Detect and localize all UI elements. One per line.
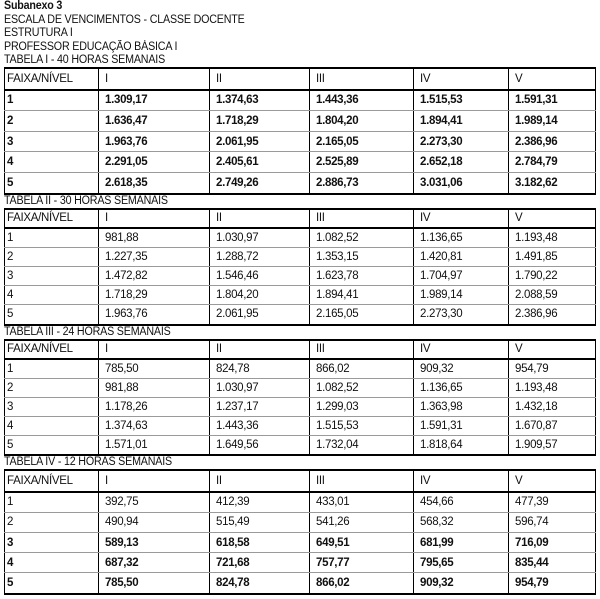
value-cell: 1.432,18 xyxy=(509,397,596,416)
table-row xyxy=(5,131,596,152)
value-cell: 2.652,18 xyxy=(414,152,509,173)
column-header: IV xyxy=(414,470,509,491)
value-cell: 1.732,04 xyxy=(310,436,414,456)
value-cell: 1.670,87 xyxy=(509,417,596,436)
salary-table-section xyxy=(4,195,596,326)
value-cell: 1.989,14 xyxy=(509,111,596,132)
table-row xyxy=(5,247,596,266)
column-header: II xyxy=(210,209,310,228)
column-header: III xyxy=(310,340,414,359)
value-cell: 2.386,96 xyxy=(509,131,596,152)
value-cell: 1.546,46 xyxy=(210,266,310,285)
column-header: II xyxy=(210,470,310,491)
value-cell: 824,78 xyxy=(210,573,310,594)
value-cell: 909,32 xyxy=(414,359,509,379)
level-cell: 2 xyxy=(5,378,99,397)
column-header: I xyxy=(99,340,210,359)
table-row xyxy=(5,553,596,573)
value-cell: 2.386,96 xyxy=(509,305,596,325)
value-cell: 824,78 xyxy=(210,359,310,379)
column-header: V xyxy=(509,340,596,359)
table-title: TABELA II - 30 HORAS SEMANAIS xyxy=(4,194,168,207)
level-cell: 1 xyxy=(5,228,99,248)
value-cell: 490,94 xyxy=(99,512,210,532)
table-row xyxy=(5,512,596,532)
value-cell: 757,77 xyxy=(310,553,414,573)
value-cell: 454,66 xyxy=(414,492,509,513)
column-header: I xyxy=(99,68,210,90)
value-cell: 981,88 xyxy=(99,378,210,397)
value-cell: 2.886,73 xyxy=(310,172,414,193)
value-cell: 1.804,20 xyxy=(310,111,414,132)
value-cell: 515,49 xyxy=(210,512,310,532)
level-cell: 5 xyxy=(5,573,99,594)
level-cell: 2 xyxy=(5,512,99,532)
value-cell: 1.353,15 xyxy=(310,247,414,266)
value-cell: 785,50 xyxy=(99,573,210,594)
value-cell: 1.374,63 xyxy=(210,90,310,111)
annex-title: Subanexo 3 xyxy=(4,0,63,12)
salary-table-section xyxy=(4,54,596,195)
value-cell: 1.649,56 xyxy=(210,436,310,456)
value-cell: 681,99 xyxy=(414,533,509,553)
salary-table xyxy=(4,208,596,326)
column-header: FAIXA/NÍVEL xyxy=(5,340,99,359)
table-header-row xyxy=(5,470,596,491)
table-title: TABELA III - 24 HORAS SEMANAIS xyxy=(4,325,171,338)
structure-title: ESTRUTURA I xyxy=(4,27,73,39)
table-row xyxy=(5,378,596,397)
level-cell: 3 xyxy=(5,266,99,285)
level-cell: 1 xyxy=(5,492,99,513)
level-cell: 4 xyxy=(5,286,99,305)
level-cell: 4 xyxy=(5,417,99,436)
table-title: TABELA I - 40 HORAS SEMANAIS xyxy=(4,54,166,66)
value-cell: 1.363,98 xyxy=(414,397,509,416)
value-cell: 687,32 xyxy=(99,553,210,573)
table-row xyxy=(5,417,596,436)
value-cell: 2.273,30 xyxy=(414,305,509,325)
value-cell: 412,39 xyxy=(210,492,310,513)
table-header-row xyxy=(5,209,596,228)
value-cell: 1.894,41 xyxy=(414,111,509,132)
value-cell: 785,50 xyxy=(99,359,210,379)
table-row xyxy=(5,286,596,305)
value-cell: 1.288,72 xyxy=(210,247,310,266)
column-header: III xyxy=(310,209,414,228)
value-cell: 2.749,26 xyxy=(210,172,310,193)
salary-table-section xyxy=(4,456,596,594)
value-cell: 1.636,47 xyxy=(99,111,210,132)
table-row xyxy=(5,172,596,193)
value-cell: 1.472,82 xyxy=(99,266,210,285)
value-cell: 1.704,97 xyxy=(414,266,509,285)
value-cell: 2.273,30 xyxy=(414,131,509,152)
table-row xyxy=(5,111,596,132)
value-cell: 649,51 xyxy=(310,533,414,553)
value-cell: 596,74 xyxy=(509,512,596,532)
value-cell: 954,79 xyxy=(509,359,596,379)
role-title: PROFESSOR EDUCAÇÃO BÁSICA I xyxy=(4,40,178,53)
table-row xyxy=(5,152,596,173)
table-row xyxy=(5,305,596,325)
value-cell: 3.031,06 xyxy=(414,172,509,193)
table-row xyxy=(5,492,596,513)
level-cell: 3 xyxy=(5,131,99,152)
value-cell: 589,13 xyxy=(99,533,210,553)
table-title: TABELA IV - 12 HORAS SEMANAIS xyxy=(4,456,172,469)
value-cell: 954,79 xyxy=(509,573,596,594)
value-cell: 721,68 xyxy=(210,553,310,573)
value-cell: 1.591,31 xyxy=(509,90,596,111)
level-cell: 3 xyxy=(5,397,99,416)
column-header: FAIXA/NÍVEL xyxy=(5,68,99,90)
value-cell: 1.193,48 xyxy=(509,378,596,397)
value-cell: 866,02 xyxy=(310,359,414,379)
column-header: IV xyxy=(414,340,509,359)
value-cell: 3.182,62 xyxy=(509,172,596,193)
level-cell: 2 xyxy=(5,111,99,132)
value-cell: 1.443,36 xyxy=(310,90,414,111)
table-row xyxy=(5,359,596,379)
value-cell: 2.525,89 xyxy=(310,152,414,173)
column-header: II xyxy=(210,340,310,359)
value-cell: 1.963,76 xyxy=(99,305,210,325)
column-header: III xyxy=(310,470,414,491)
value-cell: 981,88 xyxy=(99,228,210,248)
table-row xyxy=(5,266,596,285)
value-cell: 1.718,29 xyxy=(210,111,310,132)
level-cell: 3 xyxy=(5,533,99,553)
level-cell: 4 xyxy=(5,553,99,573)
value-cell: 1.623,78 xyxy=(310,266,414,285)
value-cell: 2.784,79 xyxy=(509,152,596,173)
value-cell: 1.894,41 xyxy=(310,286,414,305)
value-cell: 1.309,17 xyxy=(99,90,210,111)
level-cell: 5 xyxy=(5,305,99,325)
value-cell: 909,32 xyxy=(414,573,509,594)
column-header: V xyxy=(509,209,596,228)
value-cell: 2.061,95 xyxy=(210,305,310,325)
scale-title: ESCALA DE VENCIMENTOS - CLASSE DOCENTE xyxy=(4,13,245,26)
table-row xyxy=(5,573,596,594)
column-header: IV xyxy=(414,68,509,90)
value-cell: 433,01 xyxy=(310,492,414,513)
table-row xyxy=(5,90,596,111)
value-cell: 477,39 xyxy=(509,492,596,513)
value-cell: 1.237,17 xyxy=(210,397,310,416)
value-cell: 1.227,35 xyxy=(99,247,210,266)
value-cell: 1.718,29 xyxy=(99,286,210,305)
value-cell: 1.963,76 xyxy=(99,131,210,152)
column-header: IV xyxy=(414,209,509,228)
value-cell: 716,09 xyxy=(509,533,596,553)
table-header-row xyxy=(5,340,596,359)
value-cell: 2.061,95 xyxy=(210,131,310,152)
table-row xyxy=(5,533,596,553)
level-cell: 2 xyxy=(5,247,99,266)
value-cell: 795,65 xyxy=(414,553,509,573)
value-cell: 1.818,64 xyxy=(414,436,509,456)
value-cell: 1.299,03 xyxy=(310,397,414,416)
column-header: FAIXA/NÍVEL xyxy=(5,209,99,228)
value-cell: 1.443,36 xyxy=(210,417,310,436)
value-cell: 1.030,97 xyxy=(210,378,310,397)
value-cell: 392,75 xyxy=(99,492,210,513)
value-cell: 1.790,22 xyxy=(509,266,596,285)
value-cell: 1.571,01 xyxy=(99,436,210,456)
value-cell: 835,44 xyxy=(509,553,596,573)
value-cell: 1.374,63 xyxy=(99,417,210,436)
column-header: FAIXA/NÍVEL xyxy=(5,470,99,491)
value-cell: 1.909,57 xyxy=(509,436,596,456)
table-header-row xyxy=(5,68,596,90)
level-cell: 5 xyxy=(5,172,99,193)
value-cell: 1.804,20 xyxy=(210,286,310,305)
salary-table xyxy=(4,67,596,195)
column-header: V xyxy=(509,470,596,491)
value-cell: 2.165,05 xyxy=(310,305,414,325)
column-header: V xyxy=(509,68,596,90)
table-row xyxy=(5,436,596,456)
value-cell: 1.136,65 xyxy=(414,378,509,397)
value-cell: 2.088,59 xyxy=(509,286,596,305)
salary-table-section xyxy=(4,326,596,457)
value-cell: 1.082,52 xyxy=(310,228,414,248)
value-cell: 1.193,48 xyxy=(509,228,596,248)
level-cell: 5 xyxy=(5,436,99,456)
salary-table xyxy=(4,469,596,594)
table-row xyxy=(5,397,596,416)
value-cell: 2.291,05 xyxy=(99,152,210,173)
value-cell: 1.515,53 xyxy=(310,417,414,436)
salary-table xyxy=(4,339,596,457)
level-cell: 1 xyxy=(5,359,99,379)
value-cell: 1.989,14 xyxy=(414,286,509,305)
column-header: I xyxy=(99,470,210,491)
value-cell: 1.420,81 xyxy=(414,247,509,266)
value-cell: 2.165,05 xyxy=(310,131,414,152)
value-cell: 1.136,65 xyxy=(414,228,509,248)
value-cell: 541,26 xyxy=(310,512,414,532)
value-cell: 866,02 xyxy=(310,573,414,594)
column-header: III xyxy=(310,68,414,90)
column-header: I xyxy=(99,209,210,228)
level-cell: 4 xyxy=(5,152,99,173)
column-header: II xyxy=(210,68,310,90)
value-cell: 568,32 xyxy=(414,512,509,532)
value-cell: 2.405,61 xyxy=(210,152,310,173)
value-cell: 1.082,52 xyxy=(310,378,414,397)
level-cell: 1 xyxy=(5,90,99,111)
value-cell: 618,58 xyxy=(210,533,310,553)
value-cell: 1.591,31 xyxy=(414,417,509,436)
value-cell: 1.515,53 xyxy=(414,90,509,111)
table-row xyxy=(5,228,596,248)
value-cell: 2.618,35 xyxy=(99,172,210,193)
value-cell: 1.178,26 xyxy=(99,397,210,416)
value-cell: 1.491,85 xyxy=(509,247,596,266)
value-cell: 1.030,97 xyxy=(210,228,310,248)
